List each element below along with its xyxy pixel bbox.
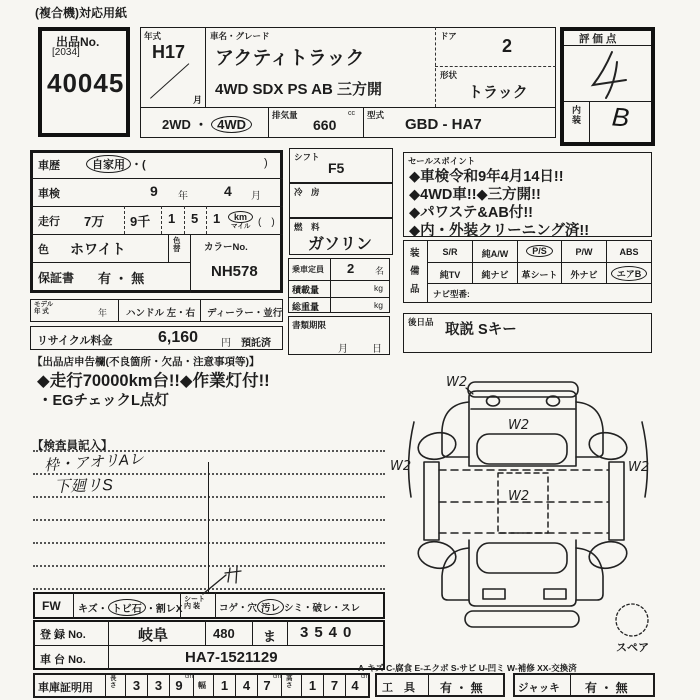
- handwritten-damage-mark: W2: [446, 375, 468, 390]
- dotted-rule: [33, 542, 385, 544]
- tools-value: 有 ・ 無: [440, 681, 483, 695]
- shape-value: トラック: [468, 84, 528, 101]
- mileage-unit-alt: マイル: [231, 223, 251, 230]
- garage-height-digit: 1: [308, 678, 317, 693]
- model-code-label: 型式: [367, 110, 385, 120]
- warranty-value: 有 ・ 無: [98, 271, 145, 286]
- equipment-cell: 外ナビ: [570, 270, 598, 280]
- garage-length-digit: 9: [175, 678, 183, 693]
- garage-length-unit: cm: [185, 674, 193, 680]
- lot-stamp: [2034]: [52, 47, 80, 58]
- divider: [205, 27, 206, 107]
- divider: [288, 297, 390, 298]
- jack-label: ジャッキ: [518, 682, 560, 694]
- divider: [435, 27, 436, 107]
- jack-value: 有 ・ 無: [585, 681, 628, 695]
- mileage-paren: ( ): [258, 217, 275, 228]
- year-label: 年式: [144, 31, 162, 41]
- divider: [30, 262, 190, 263]
- divider: [73, 592, 74, 619]
- divider: [140, 107, 556, 108]
- seller-note-line1: ◆走行70000km台!!◆作業灯付!!: [37, 372, 270, 390]
- model-year-unit: 年: [98, 308, 108, 318]
- car-name-label: 車名・グレード: [210, 31, 270, 41]
- shaken-month: 4: [224, 183, 232, 199]
- divider: [427, 262, 652, 263]
- registration-number: 3540: [300, 624, 358, 641]
- recycle-value: 6,160: [158, 329, 199, 346]
- lot-label: 出品No.: [56, 35, 100, 49]
- divider: [268, 107, 269, 138]
- cooling-label: 冷 房: [294, 187, 320, 197]
- chassis-value: HA7-1521129: [185, 649, 278, 666]
- gross-label: 総重量: [292, 302, 320, 312]
- divider: [184, 206, 185, 234]
- drive-circled: 4WD: [211, 116, 252, 133]
- divider: [215, 592, 216, 619]
- handwritten-damage-mark: W2: [390, 459, 412, 474]
- fw-circled-tobiishi: トビ石: [108, 599, 146, 616]
- gross-unit: kg: [374, 300, 383, 310]
- later-items-label: 後日品: [408, 317, 434, 327]
- equipment-cell: 純TV: [439, 270, 461, 280]
- garage-height-label: 高 さ: [286, 675, 293, 689]
- shaken-year-unit: 年: [178, 191, 188, 202]
- payload-label: 積載量: [292, 285, 320, 295]
- fw-label: FW: [42, 599, 61, 613]
- registration-label: 登 録 No.: [40, 629, 86, 641]
- mileage-d3: 1: [213, 211, 221, 226]
- recycle-unit: 円: [221, 338, 231, 349]
- docs-label: 書類期限: [292, 320, 327, 330]
- later-items-box: [403, 313, 652, 353]
- interior-label: 内 装: [572, 105, 582, 125]
- drive-plain: 2WD ・: [162, 117, 208, 132]
- chassis-label: 車 台 No.: [40, 654, 86, 666]
- garage-length-digit: 3: [154, 678, 163, 693]
- garage-width-digit: 7: [263, 678, 271, 693]
- dealer-options: ディーラー・並行: [207, 308, 283, 319]
- divider: [206, 206, 207, 234]
- shaken-label: 車検: [38, 188, 60, 200]
- door-label: ドア: [440, 31, 457, 41]
- lot-number: 40045: [47, 68, 125, 98]
- handwritten-interior-grade: B: [611, 101, 631, 133]
- registration-kana: ま: [263, 629, 277, 644]
- fw-exterior-codes: キズ・ トビ石 ・割レX: [78, 599, 182, 616]
- divider: [252, 620, 253, 645]
- equipment-cell: 純A/W: [481, 249, 509, 259]
- docs-day: 日: [372, 344, 382, 355]
- divider: [193, 673, 194, 698]
- handwritten-damage-mark: W2: [508, 489, 530, 504]
- mileage-sen: 9千: [130, 214, 151, 229]
- divider: [168, 234, 169, 262]
- garage-height-digit: 7: [330, 678, 339, 693]
- divider: [570, 673, 571, 697]
- sales-line: ◆4WD車!!◆三方開!!: [409, 187, 541, 203]
- equipment-cell: S/R: [442, 247, 458, 257]
- shift-value: F5: [328, 160, 345, 176]
- divider: [108, 620, 109, 670]
- mileage-man: 7万: [84, 214, 105, 229]
- capacity-unit: 名: [375, 266, 385, 276]
- handwritten-inspector-note: 枠・アオリAレ: [43, 450, 145, 475]
- garage-width-digit: 1: [220, 678, 229, 693]
- garage-width-label: 幅: [198, 681, 206, 690]
- divider: [330, 258, 331, 313]
- sales-line: ◆パワステ&AB付!!: [409, 205, 533, 221]
- dotted-rule: [33, 519, 385, 521]
- sales-line: ◆車検令和9年4月14日!!: [409, 169, 564, 185]
- divider: [427, 283, 652, 284]
- divider: [190, 234, 191, 293]
- equipment-label-1: 装: [410, 248, 420, 259]
- shaken-year: 9: [150, 183, 158, 199]
- year-value: H17: [152, 42, 186, 62]
- nav-model-label: ナビ型番:: [433, 289, 470, 299]
- divider: [281, 673, 282, 698]
- equipment-cell: ABS: [619, 247, 639, 257]
- fw-seat-label: シート 内 装: [184, 596, 205, 611]
- garage-label: 車庫証明用: [38, 682, 93, 694]
- model-code-value: GBD - HA7: [405, 116, 482, 133]
- divider: [33, 645, 385, 646]
- handwritten-mark: [200, 566, 246, 596]
- payload-unit: kg: [374, 283, 383, 293]
- seller-note-heading: 【出品店申告欄(不良箇所・欠品・注意事項等)】: [32, 356, 260, 368]
- car-name: アクティトラック: [215, 48, 365, 69]
- handle-options: ハンドル 左・右: [126, 308, 196, 319]
- divider: [589, 101, 590, 142]
- color-no-label: カラーNo.: [204, 242, 248, 253]
- divider: [288, 280, 390, 281]
- registration-prefecture: 岐阜: [138, 627, 169, 644]
- garage-length-label: 長 さ: [110, 675, 117, 689]
- color-value: ホワイト: [70, 241, 126, 257]
- fw-interior-codes: コゲ・穴 汚レ シミ・破レ・スレ: [219, 599, 360, 615]
- mileage-unit: km: [228, 207, 253, 225]
- sales-line: ◆内・外装クリーニング済!!: [409, 223, 590, 239]
- divider: [200, 299, 201, 322]
- mileage-d2: 5: [191, 211, 199, 226]
- divider: [124, 206, 125, 234]
- recycle-status: 預託済: [241, 338, 271, 349]
- fuel-label: 燃 料: [294, 222, 320, 232]
- color-no-value: NH578: [211, 263, 258, 280]
- spare-tire-circle: [616, 604, 648, 636]
- equipment-label-2: 備: [410, 266, 420, 277]
- history-circled: 自家用 ・(: [86, 155, 146, 173]
- later-items-value: 取説 Sキー: [445, 322, 517, 338]
- capacity-label: 乗車定員: [292, 265, 324, 274]
- inspector-heading: 【検査員記入】: [32, 440, 113, 452]
- divider: [105, 673, 106, 698]
- handwritten-inspector-note: 下廻リS: [53, 476, 114, 497]
- capacity-value: 2: [347, 261, 355, 276]
- equipment-cell: P/W: [575, 247, 593, 257]
- shift-label: シフト: [294, 152, 320, 162]
- displacement-label: 排気量: [272, 110, 298, 120]
- history-after: ・(: [131, 159, 146, 171]
- drive-options: [162, 114, 252, 133]
- grade-label: 評 価 点: [579, 33, 617, 45]
- sales-points-label: セールスポイント: [408, 156, 476, 166]
- damage-legend: A-キズ C-腐食 E-エクボ S-サビ U-凹ミ W-補修 XX-交換済: [358, 663, 577, 673]
- model-year-label: モデル 年 式: [34, 301, 54, 315]
- fw-circled-yogore: 汚レ: [257, 599, 284, 615]
- garage-length-digit: 3: [132, 678, 141, 693]
- year-month-suffix: 月: [193, 95, 203, 105]
- history-close-paren: ): [264, 157, 268, 169]
- color-label: 色: [38, 244, 49, 256]
- warranty-label: 保証書: [38, 271, 75, 285]
- divider: [118, 299, 119, 322]
- equipment-cell-circled: P/S: [518, 245, 561, 257]
- mileage-d1: 1: [168, 211, 176, 226]
- garage-height-digit: 4: [351, 678, 359, 693]
- docs-month: 月: [338, 344, 348, 355]
- history-label: 車歴: [38, 160, 60, 172]
- displacement-value: 660: [313, 117, 337, 133]
- divider: [287, 620, 288, 645]
- handwritten-damage-mark: W2: [508, 418, 530, 433]
- divider: [205, 620, 206, 645]
- divider: [363, 107, 364, 138]
- equipment-cell-circled: エアB: [607, 266, 651, 281]
- garage-width-digit: 4: [242, 678, 251, 693]
- spare-label: スペア: [616, 642, 649, 654]
- vehicle-diagram: [388, 370, 660, 662]
- car-grade: 4WD SDX PS AB 三方開: [215, 81, 382, 98]
- equipment-label-3: 品: [410, 284, 420, 295]
- equipment-cell: 純ナビ: [481, 270, 509, 280]
- divider: [435, 66, 556, 67]
- fuel-value: ガソリン: [308, 236, 373, 253]
- seller-note-line2: ・EGチェックL点灯: [38, 393, 169, 409]
- displacement-unit: cc: [348, 110, 355, 117]
- divider: [428, 673, 429, 697]
- divider: [30, 234, 283, 235]
- registration-class: 480: [213, 626, 235, 641]
- dotted-rule: [33, 496, 385, 498]
- tools-label: 工 具: [382, 682, 415, 694]
- shape-label: 形状: [440, 70, 458, 80]
- shaken-month-unit: 月: [251, 191, 261, 202]
- divider: [564, 101, 651, 102]
- door-value: 2: [502, 36, 513, 56]
- divider: [161, 206, 162, 234]
- divider: [30, 178, 283, 179]
- garage-width-unit: cm: [273, 674, 281, 680]
- handwritten-score-4: [588, 50, 632, 100]
- mileage-label: 走行: [38, 216, 60, 228]
- color-change-label: 色 替: [173, 236, 181, 253]
- equipment-cell: 革シート: [521, 270, 558, 280]
- garage-height-unit: cm: [361, 674, 369, 680]
- recycle-label: リサイクル料金: [37, 335, 113, 347]
- handwritten-damage-mark: W2: [628, 460, 650, 475]
- paper-note: (複合機)対応用紙: [35, 6, 127, 20]
